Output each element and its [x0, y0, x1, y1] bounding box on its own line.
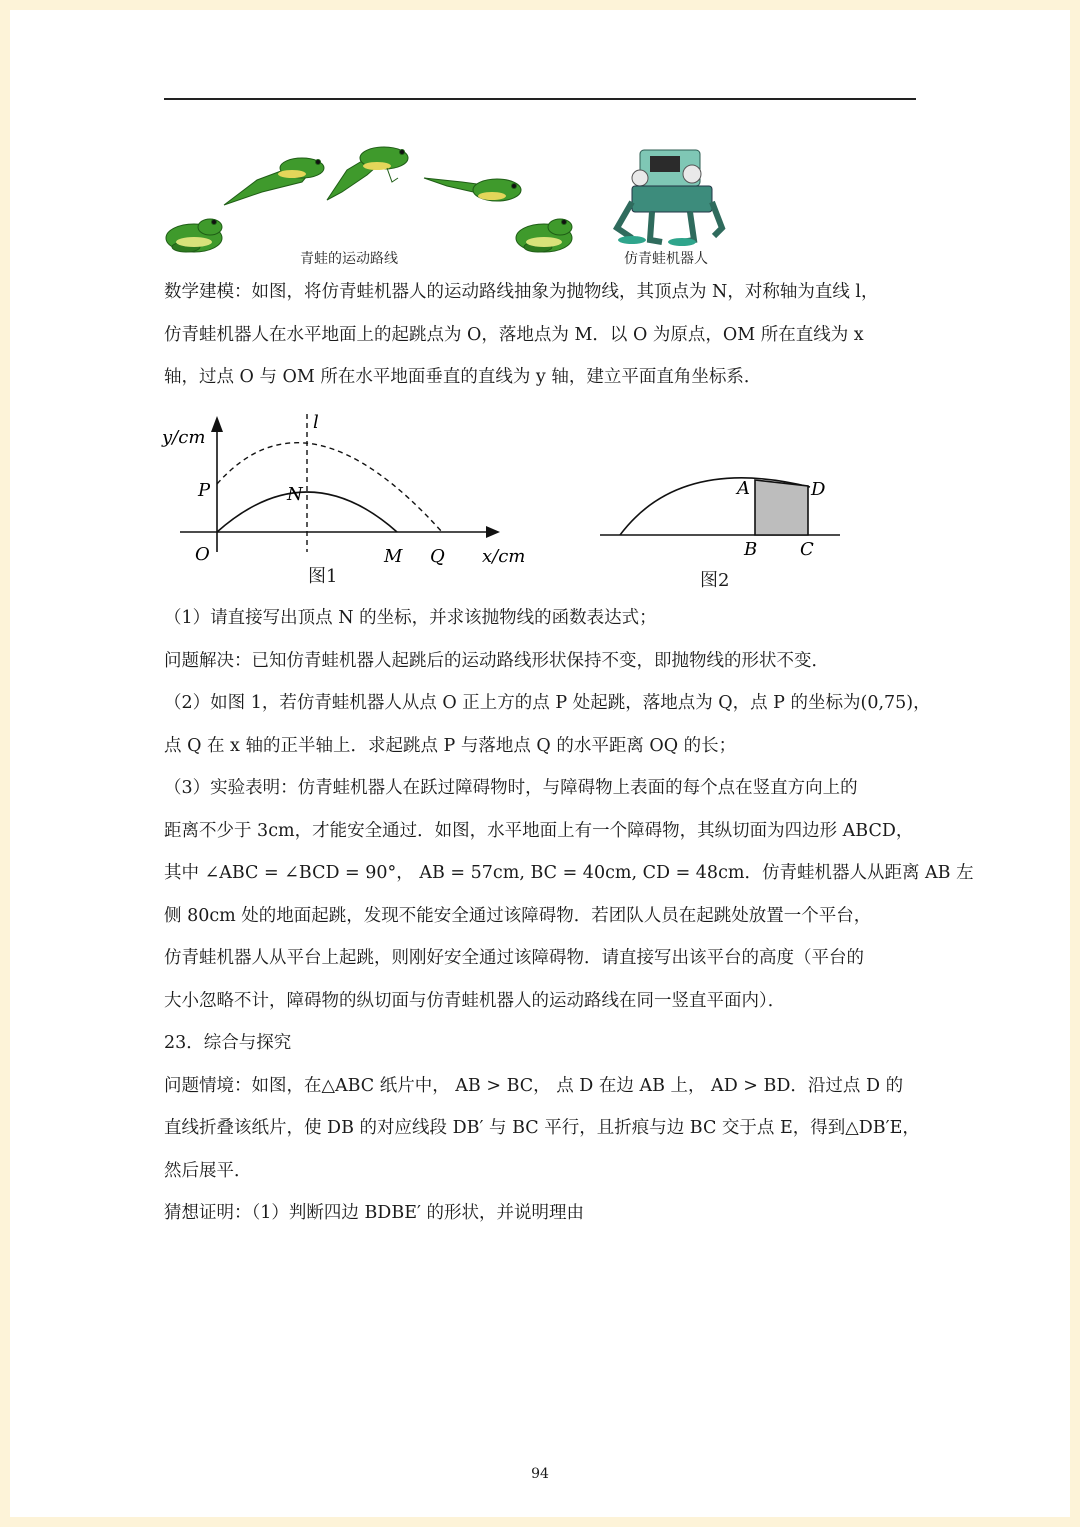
question-line: 问题情境：如图，在△ABC 纸片中， AB > BC， 点 D 在边 AB 上， AD > BD．沿过点 D 的 — [164, 1075, 904, 1096]
label-y-axis: y/cm — [162, 427, 206, 448]
robot-frog-icon — [617, 150, 722, 246]
question-line: 距离不少于 3cm，才能安全通过．如图，水平地面上有一个障碍物，其纵切面为四边形 ABCD， — [164, 820, 914, 841]
figure-2-obstacle — [595, 465, 845, 565]
paragraph-line: 仿青蛙机器人在水平地面上的起跳点为 O，落地点为 M．以 O 为原点，OM 所在直线为 x — [164, 324, 864, 345]
question-line: 猜想证明：（1）判断四边 BDBE′ 的形状，并说明理由 — [164, 1203, 585, 1223]
frog-sitting-left-icon — [166, 219, 222, 252]
caption-robot: 仿青蛙机器人 — [624, 251, 708, 267]
label-A: A — [737, 478, 750, 499]
header-rule — [164, 98, 916, 100]
question-line: （1）请直接写出顶点 N 的坐标，并求该抛物线的函数表达式； — [164, 608, 657, 628]
question-line: 问题解决：已知仿青蛙机器人起跳后的运动路线形状保持不变，即抛物线的形状不变． — [164, 650, 829, 671]
question-line: 侧 80cm 处的地面起跳，发现不能安全通过该障碍物．若团队人员在起跳处放置一个平台， — [164, 905, 872, 926]
paragraph-line: 轴，过点 O 与 OM 所在水平地面垂直的直线为 y 轴，建立平面直角坐标系． — [164, 367, 762, 387]
page-number: 94 — [531, 1466, 549, 1482]
question-line: 其中 ∠ABC = ∠BCD = 90°， AB = 57cm, BC = 40cm, CD = 48cm．仿青蛙机器人从距离 AB 左 — [164, 863, 974, 883]
question-line: （3）实验表明：仿青蛙机器人在跃过障碍物时，与障碍物上表面的每个点在竖直方向上的 — [164, 778, 858, 798]
questions-block — [164, 597, 974, 1235]
figure-1-parabola — [160, 402, 540, 587]
label-O: O — [195, 544, 210, 565]
modeling-paragraph — [164, 271, 920, 399]
question-line: 然后展平． — [164, 1160, 252, 1181]
label-C: C — [800, 539, 814, 560]
paragraph-line: 数学建模：如图，将仿青蛙机器人的运动路线抽象为抛物线，其顶点为 N，对称轴为直线 l， — [164, 282, 879, 302]
question-line: 仿青蛙机器人从平台上起跳，则刚好安全通过该障碍物．请直接写出该平台的高度（平台的 — [164, 948, 864, 968]
label-x-axis: x/cm — [482, 546, 526, 567]
label-D: D — [811, 479, 826, 500]
question-line: 点 Q 在 x 轴的正半轴上．求起跳点 P 与落地点 Q 的水平距离 OQ 的长； — [164, 735, 737, 756]
question-line: （2）如图 1，若仿青蛙机器人从点 O 正上方的点 P 处起跳，落地点为 Q，点 P 的坐标为(0,75)， — [164, 693, 931, 713]
frog-jumping-1-icon — [224, 158, 324, 205]
label-Q: Q — [430, 546, 445, 567]
question-line: 直线折叠该纸片，使 DB 的对应线段 DB′ 与 BC 平行，且折痕与边 BC 交于点 E，得到△DB′E， — [164, 1118, 920, 1138]
label-N: N — [287, 484, 303, 505]
frog-jumping-3-icon — [424, 178, 521, 201]
frog-illustration — [162, 130, 922, 280]
figure-2-caption: 图2 — [700, 570, 730, 591]
document-page — [10, 10, 1070, 1517]
label-B: B — [744, 539, 758, 560]
frog-jumping-2-icon — [327, 147, 408, 200]
label-P: P — [198, 480, 211, 501]
question-line: 大小忽略不计，障碍物的纵切面与仿青蛙机器人的运动路线在同一竖直平面内）． — [164, 990, 786, 1011]
label-M: M — [384, 546, 403, 567]
caption-frog-path: 青蛙的运动路线 — [300, 251, 398, 267]
frog-sitting-right-icon — [516, 219, 572, 252]
question-heading: 23．综合与探究 — [164, 1033, 292, 1053]
label-l: l — [313, 412, 319, 433]
figure-1-caption: 图1 — [308, 566, 338, 587]
